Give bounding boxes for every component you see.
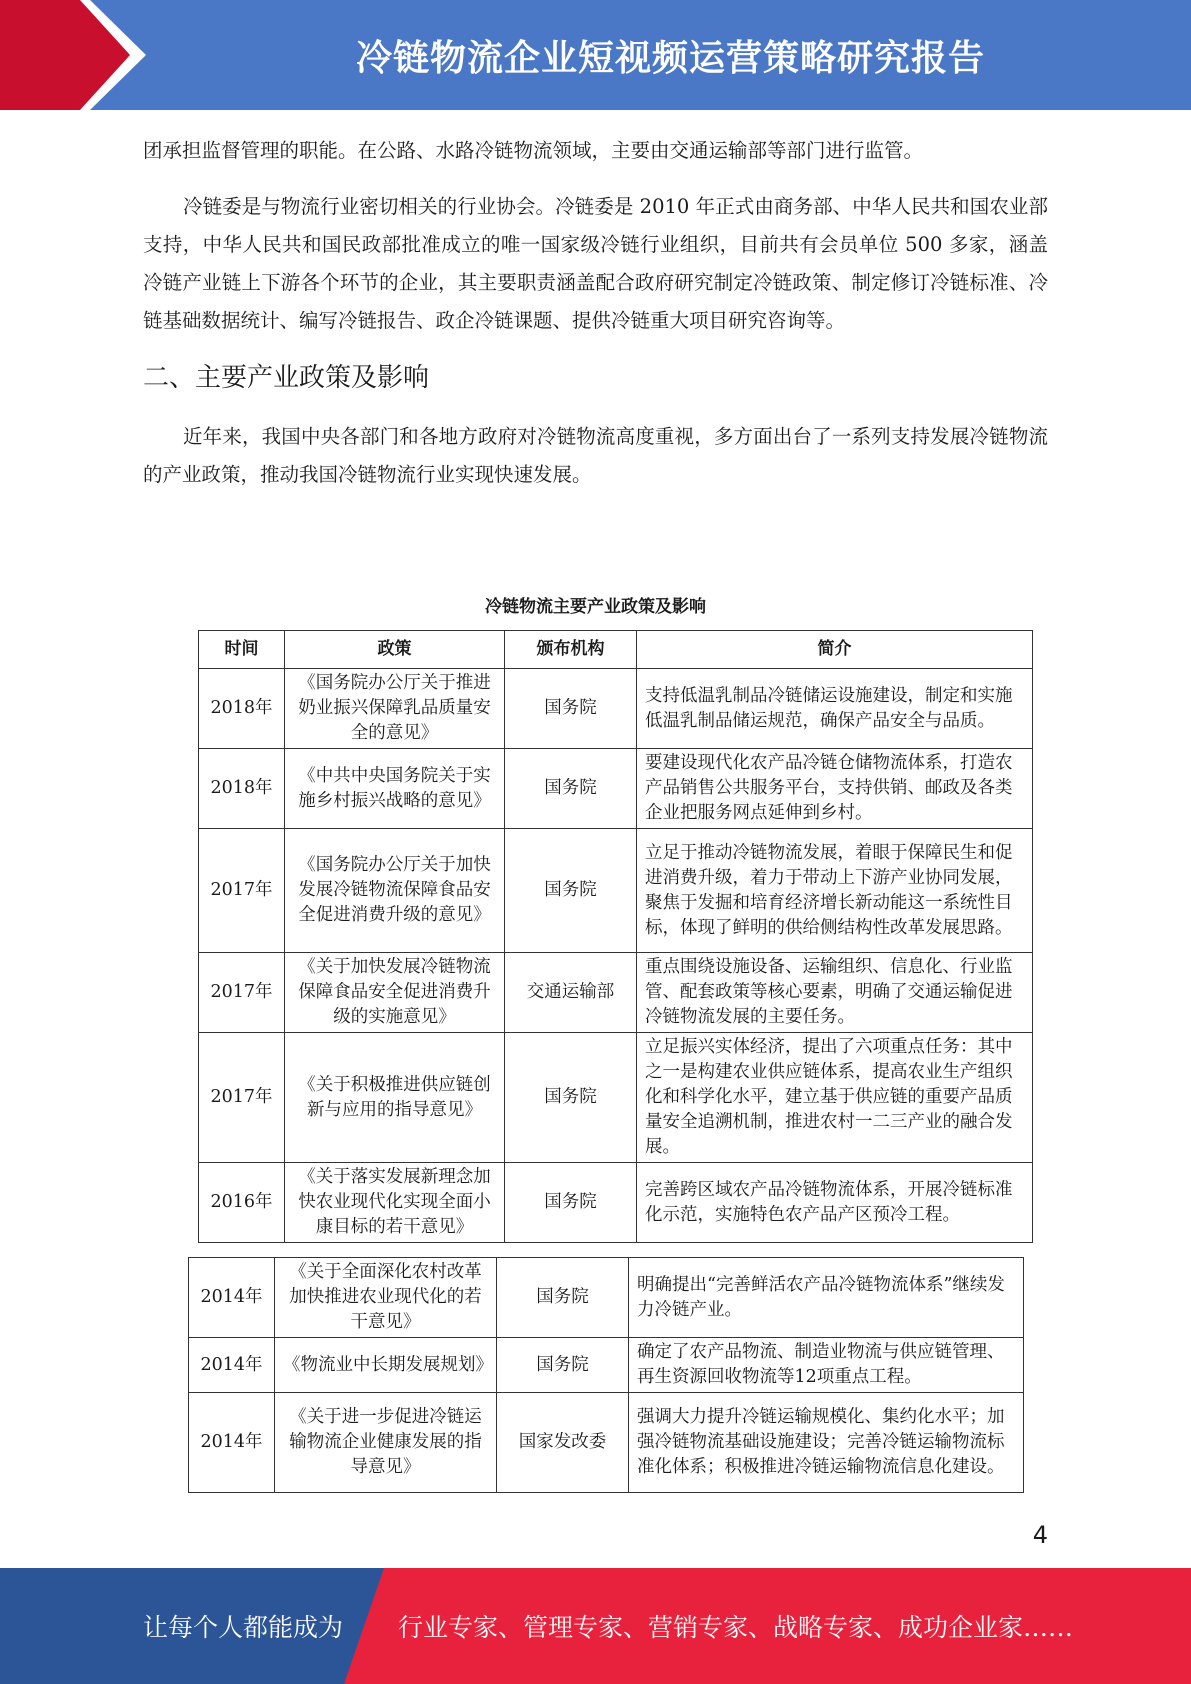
cell-summary: 立足于推动冷链物流发展，着眼于保障民生和促进消费升级，着力于带动上下游产业协同发展，聚焦于发掘和培育经济增长新动能这一系统性目标，体现了鲜明的供给侧结构性改革发展思路。 [637,829,1033,953]
table-title: 冷链物流主要产业政策及影响 [485,597,706,617]
cell-agency: 国务院 [505,829,637,953]
cell-summary: 立足振兴实体经济，提出了六项重点任务：其中之一是构建农业供应链体系，提高农业生产组织化和科学化水平，建立基于供应链的重要产品质量安全追溯机制，推进农村一二三产业的融合发展。 [637,1033,1033,1163]
table-header-row [199,631,1033,669]
cell-policy: 《关于加快发展冷链物流保障食品安全促进消费升级的实施意见》 [285,953,505,1033]
table-row [189,1258,1024,1338]
header-arrow-decoration [0,0,160,110]
table-row [199,829,1033,953]
cell-time: 2017年 [199,953,285,1033]
table-row [199,953,1033,1033]
report-title: 冷链物流企业短视频运营策略研究报告 [355,37,985,79]
table-row [199,669,1033,749]
cell-time: 2018年 [199,749,285,829]
cell-agency: 国家发改委 [497,1393,629,1493]
paragraph-2: 冷链委是与物流行业密切相关的行业协会。冷链委是 2010 年正式由商务部、中华人民共和国农业部支持，中华人民共和国民政部批准成立的唯一国家级冷链行业组织，目前共有会员单位 500 多家，涵盖冷链产业链上下游各个环节的企业，其主要职责涵盖配合政府研究制定冷链政策、制定修订冷链标准、冷链基础数据统计、编写冷链报告、政企冷链课题、提供冷链重大项目研究咨询等。 [143,195,1048,332]
cell-summary: 明确提出“完善鲜活农产品冷链物流体系”继续发力冷链产业。 [629,1258,1024,1338]
paragraph-3: 近年来，我国中央各部门和各地方政府对冷链物流高度重视，多方面出台了一系列支持发展冷链物流的产业政策，推动我国冷链物流行业实现快速发展。 [143,425,1048,486]
cell-summary: 完善跨区域农产品冷链物流体系，开展冷链标准化示范，实施特色农产品产区预冷工程。 [637,1163,1033,1243]
cell-time: 2016年 [199,1163,285,1243]
table-row [199,749,1033,829]
cell-summary: 重点围绕设施设备、运输组织、信息化、行业监管、配套政策等核心要素，明确了交通运输促进冷链物流发展的主要任务。 [637,953,1033,1033]
cell-time: 2014年 [189,1393,275,1493]
footer-slogan-right: 行业专家、管理专家、营销专家、战略专家、成功企业家…… [398,1613,1074,1642]
table-row [189,1393,1024,1493]
cell-agency: 国务院 [505,669,637,749]
cell-time: 2014年 [189,1258,275,1338]
cell-time: 2014年 [189,1338,275,1393]
cell-agency: 国务院 [505,1033,637,1163]
cell-policy: 《物流业中长期发展规划》 [275,1338,497,1393]
cell-summary: 强调大力提升冷链运输规模化、集约化水平；加强冷链物流基础设施建设；完善冷链运输物流标准化体系；积极推进冷链运输物流信息化建设。 [629,1393,1024,1493]
cell-policy: 《国务院办公厅关于加快发展冷链物流保障食品安全促进消费升级的意见》 [285,829,505,953]
cell-policy: 《中共中央国务院关于实施乡村振兴战略的意见》 [285,749,505,829]
cell-summary: 确定了农产品物流、制造业物流与供应链管理、再生资源回收物流等12项重点工程。 [629,1338,1024,1393]
section-heading: 二、主要产业政策及影响 [143,363,430,393]
cell-time: 2017年 [199,829,285,953]
cell-time: 2017年 [199,1033,285,1163]
cell-policy: 《关于进一步促进冷链运输物流企业健康发展的指导意见》 [275,1393,497,1493]
cell-agency: 国务院 [497,1338,629,1393]
table-row [199,1033,1033,1163]
paragraph-1: 团承担监督管理的职能。在公路、水路冷链物流领域，主要由交通运输部等部门进行监管。 [143,139,924,162]
cell-policy: 《关于全面深化农村改革加快推进农业现代化的若干意见》 [275,1258,497,1338]
cell-policy: 《国务院办公厅关于推进奶业振兴保障乳品质量安全的意见》 [285,669,505,749]
cell-time: 2018年 [199,669,285,749]
header-time: 时间 [199,631,285,669]
cell-agency: 交通运输部 [505,953,637,1033]
footer-slogan-left: 让每个人都能成为 [143,1613,344,1642]
header-band [0,0,1191,110]
table-row [199,1163,1033,1243]
cell-summary: 支持低温乳制品冷链储运设施建设，制定和实施低温乳制品储运规范，确保产品安全与品质。 [637,669,1033,749]
cell-agency: 国务院 [505,749,637,829]
cell-summary: 要建设现代化农产品冷链仓储物流体系，打造农产品销售公共服务平台，支持供销、邮政及各类企业把服务网点延伸到乡村。 [637,749,1033,829]
header-policy: 政策 [285,631,505,669]
header-agency: 颁布机构 [505,631,637,669]
policy-table [198,630,1033,1243]
page-number: 4 [1032,1521,1048,1549]
cell-policy: 《关于积极推进供应链创新与应用的指导意见》 [285,1033,505,1163]
table-row [189,1338,1024,1393]
header-summary: 简介 [637,631,1033,669]
body-content [143,132,1048,494]
policy-table-continued [188,1257,1024,1493]
cell-agency: 国务院 [497,1258,629,1338]
cell-agency: 国务院 [505,1163,637,1243]
cell-policy: 《关于落实发展新理念加快农业现代化实现全面小康目标的若干意见》 [285,1163,505,1243]
footer-band [0,1568,1191,1684]
